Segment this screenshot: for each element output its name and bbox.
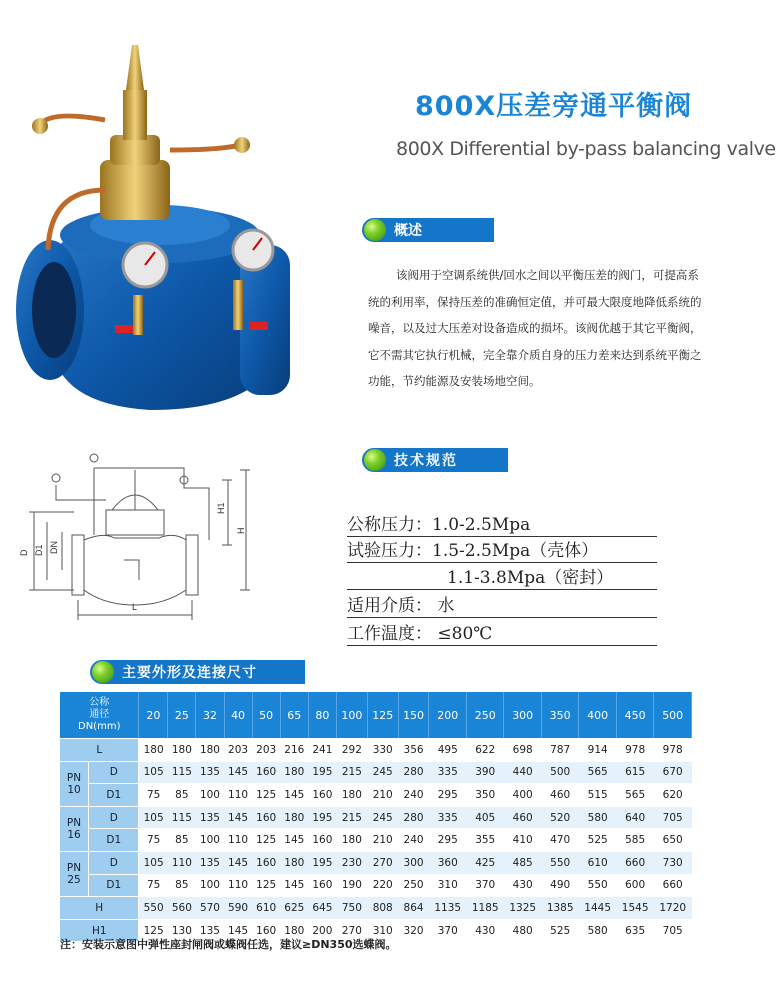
product-title-cn: 800X压差旁通平衡阀 (415, 91, 693, 122)
table-cell: 125 (252, 784, 280, 807)
table-cell: 360 (429, 851, 466, 874)
table-cell: 480 (504, 919, 541, 942)
diagram-label-l: L (132, 602, 138, 612)
table-cell: 195 (308, 761, 336, 784)
table-cell: 330 (367, 739, 398, 762)
dimensions-table (60, 692, 692, 942)
table-cell: 110 (168, 851, 196, 874)
table-cell: 145 (224, 851, 252, 874)
table-cell: 125 (252, 829, 280, 852)
spec-medium: 适用介质： 水 (347, 595, 657, 618)
overview-text (368, 262, 708, 395)
pressure-group-header: PN 16 (60, 806, 89, 851)
row-label: D (89, 806, 139, 829)
size-header-cell: 400 (579, 692, 616, 739)
table-row (60, 829, 692, 852)
table-cell: 460 (541, 784, 578, 807)
table-cell: 180 (336, 784, 367, 807)
table-cell: 145 (224, 761, 252, 784)
size-header-cell: 100 (336, 692, 367, 739)
table-cell: 230 (336, 851, 367, 874)
size-header-cell: 125 (367, 692, 398, 739)
corner-line: 通径 (89, 709, 110, 720)
table-cell: 180 (280, 806, 308, 829)
table-cell: 160 (308, 829, 336, 852)
table-cell: 85 (168, 829, 196, 852)
table-cell: 270 (336, 919, 367, 942)
size-header-cell: 65 (280, 692, 308, 739)
table-row (60, 851, 692, 874)
table-cell: 160 (252, 851, 280, 874)
table-cell: 550 (579, 874, 616, 897)
table-cell: 215 (336, 761, 367, 784)
table-cell: 640 (616, 806, 653, 829)
size-header-cell: 32 (196, 692, 224, 739)
table-header-row (60, 692, 692, 739)
size-header-cell: 350 (541, 692, 578, 739)
specs-heading-label: 技术规范 (394, 453, 458, 469)
table-cell: 216 (280, 739, 308, 762)
table-cell: 430 (504, 874, 541, 897)
table-cell: 85 (168, 874, 196, 897)
size-header-cell: 20 (139, 692, 168, 739)
table-cell: 864 (398, 897, 429, 920)
table-cell: 565 (616, 784, 653, 807)
table-cell: 600 (616, 874, 653, 897)
table-cell: 105 (139, 761, 168, 784)
table-cell: 280 (398, 761, 429, 784)
table-cell: 85 (168, 784, 196, 807)
table-cell: 292 (336, 739, 367, 762)
table-cell: 560 (168, 897, 196, 920)
size-header-cell: 80 (308, 692, 336, 739)
row-label: D (89, 761, 139, 784)
table-cell: 622 (466, 739, 503, 762)
spec-temperature: 工作温度： ≤80℃ (347, 623, 657, 646)
dimensions-heading-label: 主要外形及连接尺寸 (122, 665, 257, 681)
table-cell: 250 (398, 874, 429, 897)
table-cell: 570 (196, 897, 224, 920)
dimensions-heading (90, 660, 305, 684)
size-header-cell: 40 (224, 692, 252, 739)
table-cell: 100 (196, 829, 224, 852)
overview-heading (362, 218, 494, 242)
row-label: D1 (89, 829, 139, 852)
size-header-cell: 200 (429, 692, 466, 739)
table-cell: 75 (139, 784, 168, 807)
diagram-label-h1: H1 (216, 502, 226, 514)
table-cell: 310 (429, 874, 466, 897)
table-cell: 590 (224, 897, 252, 920)
table-cell: 425 (466, 851, 503, 874)
table-cell: 320 (398, 919, 429, 942)
table-cell: 565 (579, 761, 616, 784)
table-cell: 705 (654, 919, 692, 942)
size-header-cell: 50 (252, 692, 280, 739)
size-header-cell: 500 (654, 692, 692, 739)
table-cell: 585 (616, 829, 653, 852)
table-cell: 1385 (541, 897, 578, 920)
table-cell: 105 (139, 851, 168, 874)
table-cell: 100 (196, 784, 224, 807)
table-cell: 130 (168, 919, 196, 942)
table-cell: 750 (336, 897, 367, 920)
table-cell: 240 (398, 784, 429, 807)
table-cell: 625 (280, 897, 308, 920)
table-row (60, 874, 692, 897)
table-cell: 145 (280, 829, 308, 852)
table-cell: 410 (504, 829, 541, 852)
size-header-cell: 300 (504, 692, 541, 739)
table-cell: 135 (196, 851, 224, 874)
bullet-ball-icon (92, 661, 114, 683)
table-row (60, 761, 692, 784)
table-cell: 350 (466, 784, 503, 807)
table-cell: 515 (579, 784, 616, 807)
row-label: H (60, 897, 139, 920)
overview-heading-label: 概述 (394, 223, 422, 239)
table-cell: 1135 (429, 897, 466, 920)
table-cell: 180 (168, 739, 196, 762)
table-cell: 356 (398, 739, 429, 762)
table-cell: 440 (504, 761, 541, 784)
table-cell: 125 (139, 919, 168, 942)
table-cell: 390 (466, 761, 503, 784)
size-header-cell: 150 (398, 692, 429, 739)
table-cell: 705 (654, 806, 692, 829)
table-cell: 110 (224, 874, 252, 897)
table-cell: 295 (429, 829, 466, 852)
table-cell: 125 (252, 874, 280, 897)
table-cell: 145 (280, 784, 308, 807)
table-cell: 203 (252, 739, 280, 762)
table-cell: 914 (579, 739, 616, 762)
table-cell: 145 (224, 919, 252, 942)
pressure-group-header: PN 10 (60, 761, 89, 806)
table-cell: 105 (139, 806, 168, 829)
table-cell: 210 (367, 784, 398, 807)
table-cell: 660 (654, 874, 692, 897)
bullet-ball-icon (364, 219, 386, 241)
table-cell: 1720 (654, 897, 692, 920)
table-cell: 220 (367, 874, 398, 897)
table-cell: 110 (224, 784, 252, 807)
table-cell: 610 (579, 851, 616, 874)
table-cell: 160 (308, 874, 336, 897)
table-cell: 180 (196, 739, 224, 762)
table-cell: 135 (196, 806, 224, 829)
bullet-ball-icon (364, 449, 386, 471)
table-cell: 215 (336, 806, 367, 829)
table-cell: 160 (308, 784, 336, 807)
table-cell: 180 (139, 739, 168, 762)
table-cell: 145 (224, 806, 252, 829)
row-label: D1 (89, 784, 139, 807)
table-cell: 160 (252, 919, 280, 942)
table-cell: 370 (466, 874, 503, 897)
table-cell: 405 (466, 806, 503, 829)
table-cell: 645 (308, 897, 336, 920)
table-cell: 1445 (579, 897, 616, 920)
table-cell: 580 (579, 919, 616, 942)
table-cell: 620 (654, 784, 692, 807)
corner-line: DN(mm) (78, 721, 121, 732)
table-cell: 670 (654, 761, 692, 784)
table-cell: 195 (308, 806, 336, 829)
table-cell: 730 (654, 851, 692, 874)
table-cell: 145 (280, 874, 308, 897)
table-cell: 75 (139, 874, 168, 897)
table-cell: 610 (252, 897, 280, 920)
table-cell: 470 (541, 829, 578, 852)
table-cell: 241 (308, 739, 336, 762)
table-cell: 200 (308, 919, 336, 942)
pressure-group-header: PN 25 (60, 851, 89, 896)
size-header-cell: 450 (616, 692, 653, 739)
table-cell: 650 (654, 829, 692, 852)
table-cell: 270 (367, 851, 398, 874)
table-note: 注：安装示意图中弹性座封闸阀或蝶阀任选，建议≥DN350选蝶阀。 (60, 938, 397, 951)
table-cell: 160 (252, 806, 280, 829)
table-row (60, 739, 692, 762)
table-cell: 1545 (616, 897, 653, 920)
table-row (60, 784, 692, 807)
table-cell: 500 (541, 761, 578, 784)
table-cell: 190 (336, 874, 367, 897)
spec-nominal-pressure: 公称压力：1.0-2.5Mpa (347, 514, 657, 537)
table-cell: 135 (196, 919, 224, 942)
valve-product-photo (10, 40, 300, 430)
table-cell: 1185 (466, 897, 503, 920)
table-cell: 550 (139, 897, 168, 920)
diagram-label-d1: D1 (34, 544, 44, 556)
table-cell: 525 (541, 919, 578, 942)
diagram-label-h: H (236, 527, 246, 534)
table-cell: 245 (367, 761, 398, 784)
size-header-cell: 25 (168, 692, 196, 739)
table-cell: 335 (429, 761, 466, 784)
product-title-en: 800X Differential by-pass balancing valve (396, 138, 776, 160)
table-cell: 698 (504, 739, 541, 762)
table-cell: 580 (579, 806, 616, 829)
row-label: L (60, 739, 139, 762)
table-cell: 280 (398, 806, 429, 829)
table-cell: 615 (616, 761, 653, 784)
table-cell: 115 (168, 806, 196, 829)
table-cell: 1325 (504, 897, 541, 920)
table-cell: 180 (336, 829, 367, 852)
table-cell: 195 (308, 851, 336, 874)
table-cell: 245 (367, 806, 398, 829)
table-cell: 355 (466, 829, 503, 852)
row-label: D1 (89, 874, 139, 897)
specs-heading (362, 448, 508, 472)
table-cell: 295 (429, 784, 466, 807)
table-cell: 160 (252, 761, 280, 784)
table-cell: 808 (367, 897, 398, 920)
table-cell: 495 (429, 739, 466, 762)
corner-line: 公称 (89, 697, 110, 708)
table-cell: 485 (504, 851, 541, 874)
table-cell: 310 (367, 919, 398, 942)
diagram-label-dn: DN (49, 541, 59, 554)
table-corner-header (60, 692, 139, 739)
table-cell: 430 (466, 919, 503, 942)
table-cell: 400 (504, 784, 541, 807)
size-header-cell: 250 (466, 692, 503, 739)
table-cell: 110 (224, 829, 252, 852)
table-row (60, 806, 692, 829)
table-cell: 180 (280, 761, 308, 784)
diagram-label-d: D (19, 549, 29, 556)
table-cell: 100 (196, 874, 224, 897)
table-cell: 787 (541, 739, 578, 762)
table-cell: 300 (398, 851, 429, 874)
installation-diagram (14, 440, 254, 625)
table-row (60, 897, 692, 920)
table-cell: 370 (429, 919, 466, 942)
table-cell: 660 (616, 851, 653, 874)
overview-paragraph: 该阀用于空调系统供/回水之间以平衡压差的阀门，可提高系统的利用率，保持压差的准确恒定值，并可最大限度地降低系统的噪音，以及过大压差对设备造成的损坏。该阀优越于其它平衡阀，它不需其它执行机械，完全靠介质自身的压力差来达到系统平衡之功能，节约能源及安装场地空间。 (368, 268, 702, 388)
row-label: H1 (60, 919, 139, 942)
spec-test-pressure-shell: 试验压力：1.5-2.5Mpa（壳体） (347, 540, 657, 563)
table-cell: 978 (616, 739, 653, 762)
table-cell: 180 (280, 919, 308, 942)
table-cell: 635 (616, 919, 653, 942)
table-cell: 240 (398, 829, 429, 852)
table-cell: 180 (280, 851, 308, 874)
spec-test-pressure-seal: 1.1-3.8Mpa（密封） (347, 567, 657, 590)
table-cell: 490 (541, 874, 578, 897)
table-cell: 75 (139, 829, 168, 852)
table-cell: 525 (579, 829, 616, 852)
table-cell: 460 (504, 806, 541, 829)
row-label: D (89, 851, 139, 874)
table-cell: 115 (168, 761, 196, 784)
table-cell: 978 (654, 739, 692, 762)
table-cell: 135 (196, 761, 224, 784)
table-cell: 520 (541, 806, 578, 829)
table-cell: 203 (224, 739, 252, 762)
table-cell: 550 (541, 851, 578, 874)
table-cell: 210 (367, 829, 398, 852)
table-cell: 335 (429, 806, 466, 829)
